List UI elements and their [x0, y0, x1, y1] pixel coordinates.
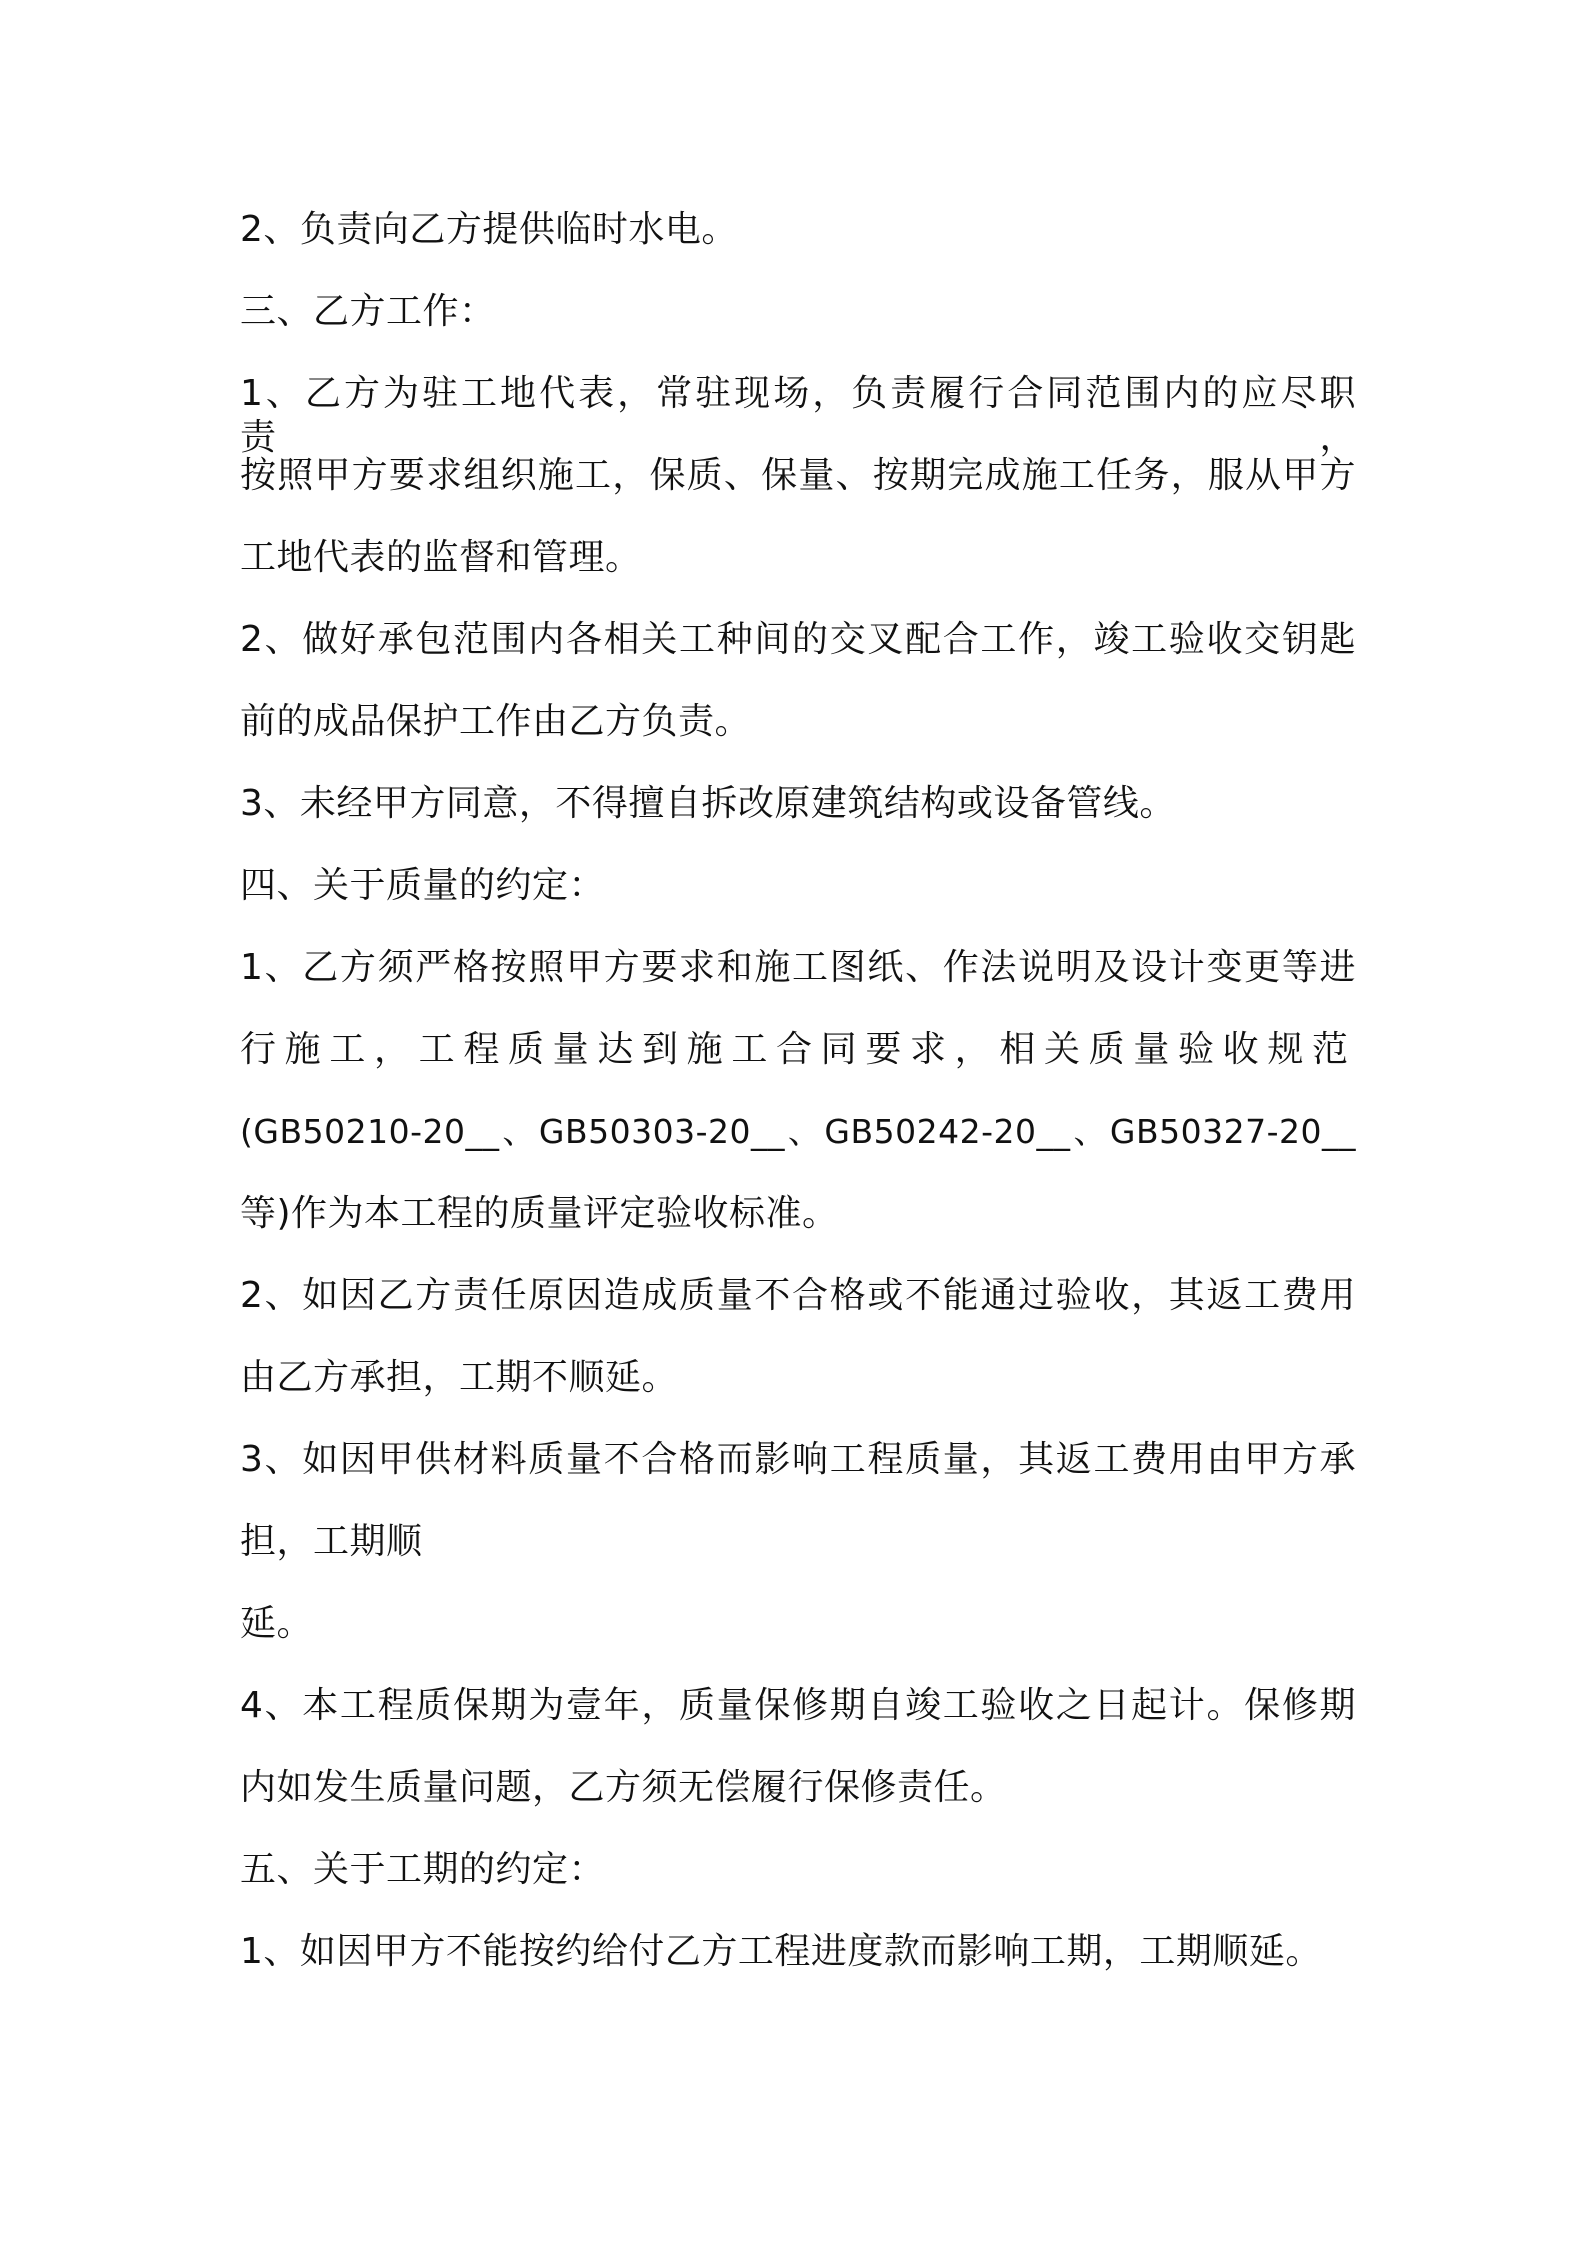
text-line: 内如发生质量问题，乙方须无偿履行保修责任。 — [240, 1767, 1007, 1808]
text-line: 延。 — [240, 1603, 314, 1644]
text-line: 1、乙方为驻工地代表，常驻现场，负责履行合同范围内的应尽职责， — [240, 373, 1356, 458]
text-line: 3、如因甲供材料质量不合格而影响工程质量，其返工费用由甲方承 — [240, 1439, 1356, 1480]
text-line: 2、负责向乙方提供临时水电。 — [240, 209, 738, 250]
text-line: 2、如因乙方责任原因造成质量不合格或不能通过验收，其返工费用 — [240, 1275, 1356, 1316]
text-line: 行施工，工程质量达到施工合同要求，相关质量验收规范 — [240, 1029, 1356, 1070]
section-heading: 三、乙方工作： — [240, 291, 496, 332]
section-heading: 五、关于工期的约定： — [240, 1849, 606, 1890]
text-line: 前的成品保护工作由乙方负责。 — [240, 701, 752, 742]
section-heading: 四、关于质量的约定： — [240, 865, 606, 906]
text-line: 由乙方承担，工期不顺延。 — [240, 1357, 679, 1398]
text-line: 按照甲方要求组织施工，保质、保量、按期完成施工任务，服从甲方 — [240, 455, 1356, 496]
text-line: 等)作为本工程的质量评定验收标准。 — [240, 1193, 839, 1234]
text-line: 4、本工程质保期为壹年，质量保修期自竣工验收之日起计。保修期 — [240, 1685, 1356, 1726]
text-line: 工地代表的监督和管理。 — [240, 537, 642, 578]
text-line: 2、做好承包范围内各相关工种间的交叉配合工作，竣工验收交钥匙 — [240, 619, 1356, 660]
text-line: 担，工期顺 — [240, 1521, 423, 1562]
text-line: 1、乙方须严格按照甲方要求和施工图纸、作法说明及设计变更等进 — [240, 947, 1356, 988]
text-line: 3、未经甲方同意，不得擅自拆改原建筑结构或设备管线。 — [240, 783, 1176, 824]
text-line: (GB50210-20__、GB50303-20__、GB50242-20__、GB50327-20__ — [240, 1112, 1356, 1151]
text-line: 1、如因甲方不能按约给付乙方工程进度款而影响工期，工期顺延。 — [240, 1931, 1322, 1972]
